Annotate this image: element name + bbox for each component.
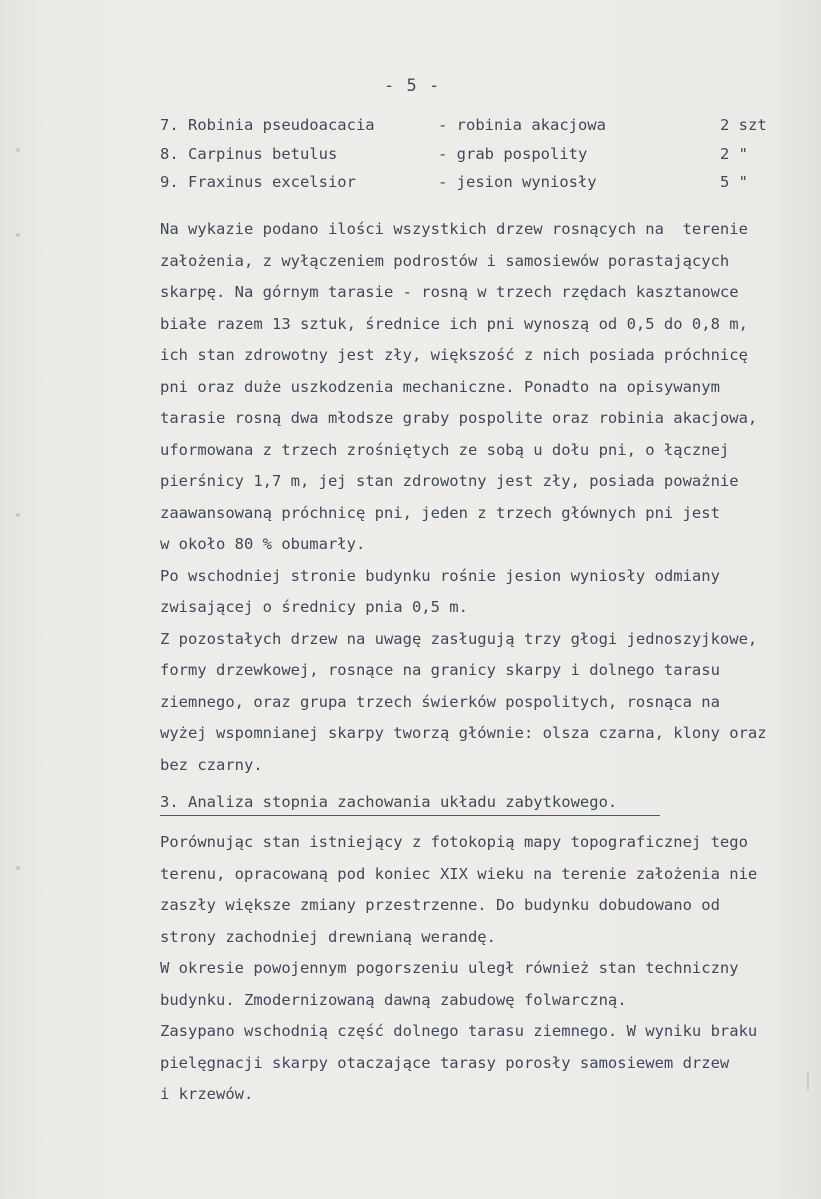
punch-mark xyxy=(16,513,20,517)
text-line: ziemnego, oraz grupa trzech świerków pospolitych, rosnąca na xyxy=(160,692,720,711)
text-line: terenu, opracowaną pod koniec XIX wieku na terenie założenia nie xyxy=(160,864,758,883)
text-line: pni oraz duże uszkodzenia mechaniczne. Ponadto na opisywanym xyxy=(160,377,720,396)
punch-mark xyxy=(16,866,20,870)
text-line: Na wykazie podano ilości wszystkich drzew rosnących na terenie xyxy=(160,220,748,238)
page-number: - 5 - xyxy=(384,76,441,96)
text-line: wyżej wspomnianej skarpy tworzą głównie: olsza czarna, klony oraz xyxy=(160,724,767,742)
text-line: białe razem 13 sztuk, średnice ich pni wynoszą od 0,5 do 0,8 m, xyxy=(160,314,748,333)
text-line: W okresie powojennym pogorszeniu uległ również stan techniczny xyxy=(160,959,739,977)
text-line: formy drzewkowej, rosnące na granicy skarpy i dolnego tarasu xyxy=(160,661,720,679)
species-latin-name: 9. Fraxinus excelsior xyxy=(160,173,356,191)
paragraph-preservation-analysis xyxy=(160,827,810,1111)
species-count: 2 szt xyxy=(720,116,767,134)
text-line: i krzewów. xyxy=(160,1085,254,1103)
species-row xyxy=(160,173,800,202)
heading-underline xyxy=(160,815,660,816)
species-polish-name: - robinia akacjowa xyxy=(438,116,606,134)
text-line: Z pozostałych drzew na uwagę zasługują trzy głogi jednoszyjkowe, xyxy=(160,629,758,648)
text-line: w około 80 % obumarły. xyxy=(160,535,366,553)
species-row xyxy=(160,145,800,174)
text-line: budynku. Zmodernizowaną dawną zabudowę folwarczną. xyxy=(160,990,627,1009)
species-polish-name: - grab pospolity xyxy=(438,144,588,163)
text-line: tarasie rosną dwa młodsze graby pospolite oraz robinia akacjowa, xyxy=(160,409,758,427)
text-line: pierśnicy 1,7 m, jej stan zdrowotny jest zły, posiada poważnie xyxy=(160,472,739,490)
species-list xyxy=(160,116,800,202)
species-polish-name: - jesion wyniosły xyxy=(438,173,597,191)
text-line: Po wschodniej stronie budynku rośnie jesion wyniosły odmiany xyxy=(160,566,720,585)
species-latin-name: 8. Carpinus betulus xyxy=(160,144,338,163)
text-line: bez czarny. xyxy=(160,755,263,774)
text-line: zaszły większe zmiany przestrzenne. Do budynku dobudowano od xyxy=(160,896,720,914)
species-count: 5 " xyxy=(720,173,748,191)
species-latin-name: 7. Robinia pseudoacacia xyxy=(160,116,375,134)
text-line: założenia, z wyłączeniem podrostów i samosiewów porastających xyxy=(160,251,730,270)
text-line: zwisającej o średnicy pnia 0,5 m. xyxy=(160,598,468,616)
paragraph-tree-inventory xyxy=(160,214,810,781)
punch-mark xyxy=(16,233,20,237)
section-heading: 3. Analiza stopnia zachowania układu zabytkowego. xyxy=(160,793,618,811)
text-line: Zasypano wschodnią część dolnego tarasu ziemnego. W wyniku braku xyxy=(160,1022,758,1040)
text-line: zaawansowaną próchnicę pni, jeden z trzech głównych pni jest xyxy=(160,503,720,522)
text-line: skarpę. Na górnym tarasie - rosną w trzech rzędach kasztanowce xyxy=(160,283,739,301)
text-line: strony zachodniej drewnianą werandę. xyxy=(160,927,496,946)
text-line: uformowana z trzech zrośniętych ze sobą u dołu pni, o łącznej xyxy=(160,440,730,459)
text-line: Porównując stan istniejący z fotokopią mapy topograficznej tego xyxy=(160,833,748,851)
species-row xyxy=(160,116,800,145)
text-line: ich stan zdrowotny jest zły, większość z nich posiada próchnicę xyxy=(160,346,748,364)
species-count: 2 " xyxy=(720,144,748,163)
punch-mark xyxy=(16,148,20,152)
text-line: pielęgnacji skarpy otaczające tarasy porosły samosiewem drzew xyxy=(160,1053,730,1072)
